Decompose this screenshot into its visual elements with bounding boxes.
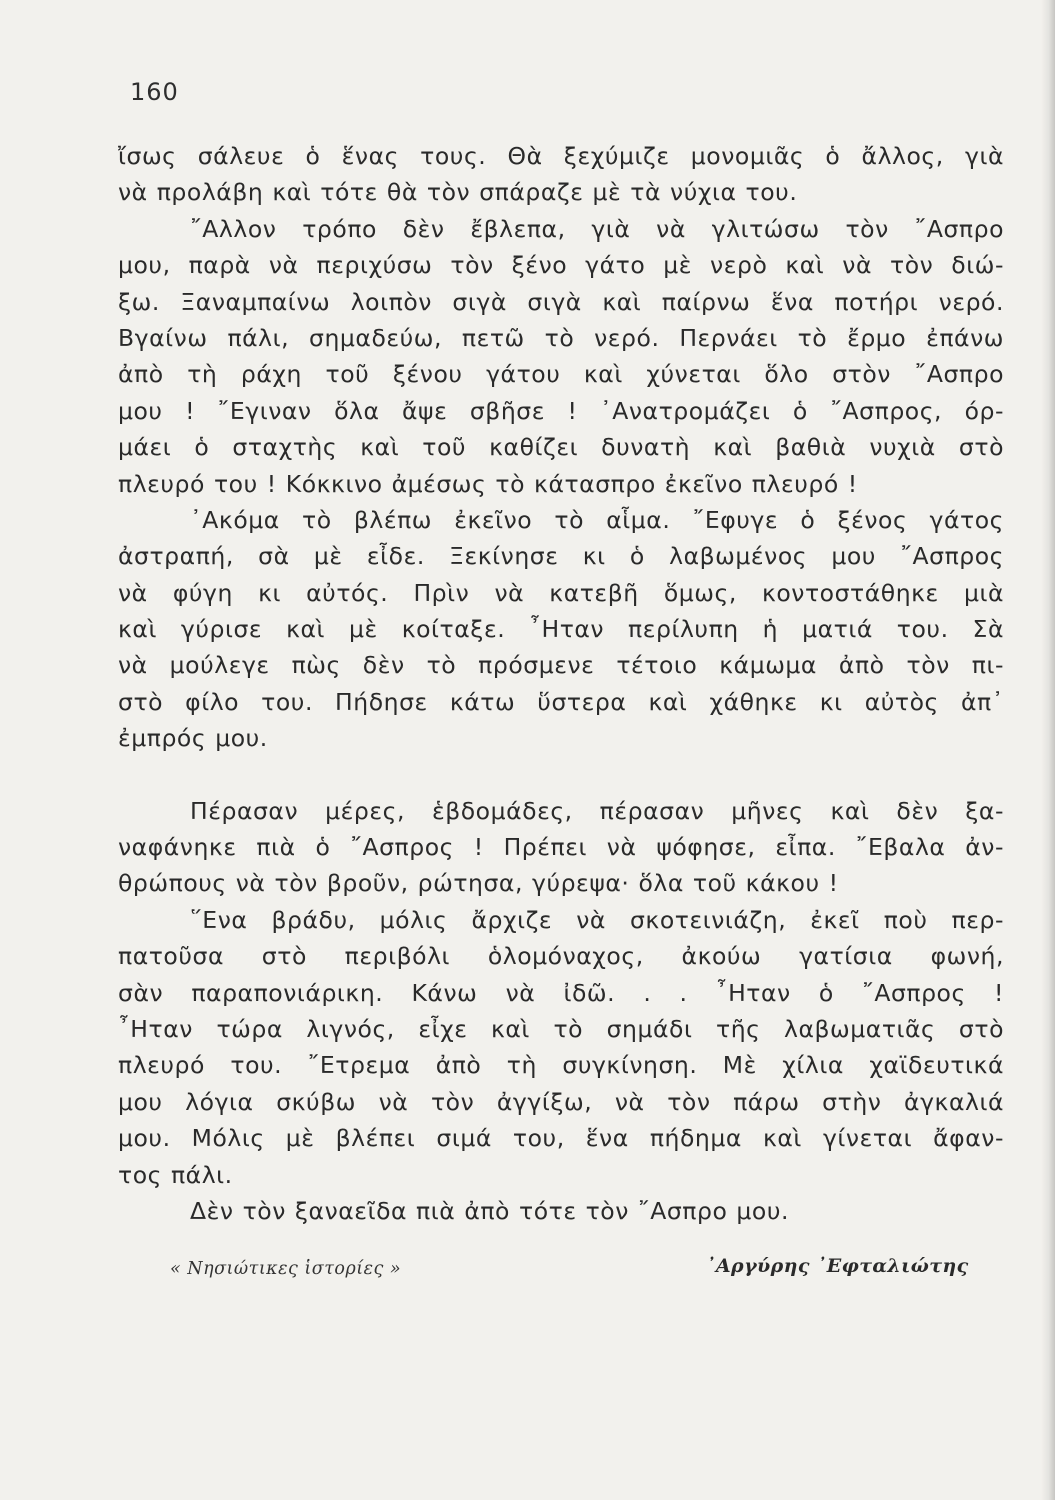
text-line: πλευρό του ! Κόκκινο ἀμέσως τὸ κάτασπρο ἐκεῖνο πλευρό ! <box>118 469 858 498</box>
signature-row <box>0 1247 1055 1287</box>
text-line: ῏Ηταν τώρα λιγνός, εἶχε καὶ τὸ σημάδι τῆς λαβωματιᾶς στὸ <box>118 1014 1004 1043</box>
text-line: σὰν παραπονιάρικη. Κάνω νὰ ἰδῶ. . . ῏Ηταν ὁ ῎Ασπρος ! <box>118 978 1004 1007</box>
source-title: « Νησιώτικες ἱστορίες » <box>170 1259 402 1279</box>
page-number: 160 <box>130 78 179 106</box>
text-line: μου, παρὰ νὰ περιχύσω τὸν ξένο γάτο μὲ νερὸ καὶ νὰ τὸν διώ- <box>118 251 1004 280</box>
text-line: Δὲν τὸν ξαναεῖδα πιὰ ἀπὸ τότε τὸν ῎Ασπρο μου. <box>190 1196 789 1225</box>
section-break <box>118 757 1004 793</box>
text-line: ᾿Ακόμα τὸ βλέπω ἐκεῖνο τὸ αἷμα. ῎Εφυγε ὁ ξένος γάτος <box>190 505 1004 534</box>
text-line: ἀπὸ τὴ ράχη τοῦ ξένου γάτου καὶ χύνεται ὅλο στὸν ῎Ασπρο <box>118 360 1004 389</box>
text-line: μου. Μόλις μὲ βλέπει σιμά του, ἕνα πήδημα καὶ γίνεται ἄφαν- <box>118 1124 1004 1153</box>
text-line: ῞Ενα βράδυ, μόλις ἄρχιζε νὰ σκοτεινιάζη, ἐκεῖ ποὺ περ- <box>190 905 1004 934</box>
text-line: μου ! ῎Εγιναν ὅλα ἄψε σβῆσε ! ᾿Ανατρομάζει ὁ ῎Ασπρος, όρ- <box>118 396 1004 425</box>
text-line: Πέρασαν μέρες, ἑβδομάδες, πέρασαν μῆνες καὶ δὲν ξα- <box>190 796 1004 825</box>
text-line: Βγαίνω πάλι, σημαδεύω, πετῶ τὸ νερό. Περνάει τὸ ἔρμο ἐπάνω <box>118 323 1004 352</box>
text-line: πατοῦσα στὸ περιβόλι ὁλομόναχος, ἀκούω γατίσια φωνή, <box>118 942 1004 971</box>
author-name: ᾿Αργύρης ᾿Εφταλιώτης <box>706 1255 969 1277</box>
story-text <box>118 138 1004 1229</box>
text-line: ναφάνηκε πιὰ ὁ ῎Ασπρος ! Πρέπει νὰ ψόφησε, εἶπα. ῎Εβαλα ἀν- <box>118 833 1004 862</box>
text-line: ἀστραπή, σὰ μὲ εἶδε. Ξεκίνησε κι ὁ λαβωμένος μου ῎Ασπρος <box>118 542 1004 571</box>
text-line: ἐμπρός μου. <box>118 724 268 753</box>
text-line: στὸ φίλο του. Πήδησε κάτω ὕστερα καὶ χάθηκε κι αὐτὸς ἀπ᾿ <box>118 687 1004 716</box>
text-line: τος πάλι. <box>118 1160 233 1189</box>
text-line: ἴσως σάλευε ὁ ἕνας τους. Θὰ ξεχύμιζε μονομιᾶς ὁ ἄλλος, γιὰ <box>118 142 1004 170</box>
text-line: μου λόγια σκύβω νὰ τὸν ἀγγίξω, νὰ τὸν πάρω στὴν ἀγκαλιά <box>118 1087 1004 1116</box>
text-line: ξω. Ξαναμπαίνω λοιπὸν σιγὰ σιγὰ καὶ παίρνω ἕνα ποτήρι νερό. <box>118 287 1004 316</box>
text-line: καὶ γύρισε καὶ μὲ κοίταξε. ῏Ηταν περίλυπη ἡ ματιά του. Σὰ <box>118 615 1004 644</box>
text-line: θρώπους νὰ τὸν βροῦν, ρώτησα, γύρεψα· ὅλα τοῦ κάκου ! <box>118 869 839 898</box>
text-line: νὰ προλάβη καὶ τότε θὰ τὸν σπάραζε μὲ τὰ νύχια του. <box>118 178 798 207</box>
text-line: ῎Αλλον τρόπο δὲν ἔβλεπα, γιὰ νὰ γλιτώσω τὸν ῎Ασπρο <box>190 214 1004 243</box>
text-line: νὰ μούλεγε πὼς δὲν τὸ πρόσμενε τέτοιο κάμωμα ἀπὸ τὸν πι- <box>118 651 1004 680</box>
text-line: νὰ φύγη κι αὐτός. Πρὶν νὰ κατεβῆ ὅμως, κοντοστάθηκε μιὰ <box>118 578 1004 607</box>
text-line: πλευρό του. ῎Ετρεμα ἀπὸ τὴ συγκίνηση. Μὲ χίλια χαϊδευτικά <box>118 1051 1004 1080</box>
text-line: μάει ὁ σταχτὴς καὶ τοῦ καθίζει δυνατὴ καὶ βαθιὰ νυχιὰ στὸ <box>118 433 1004 462</box>
